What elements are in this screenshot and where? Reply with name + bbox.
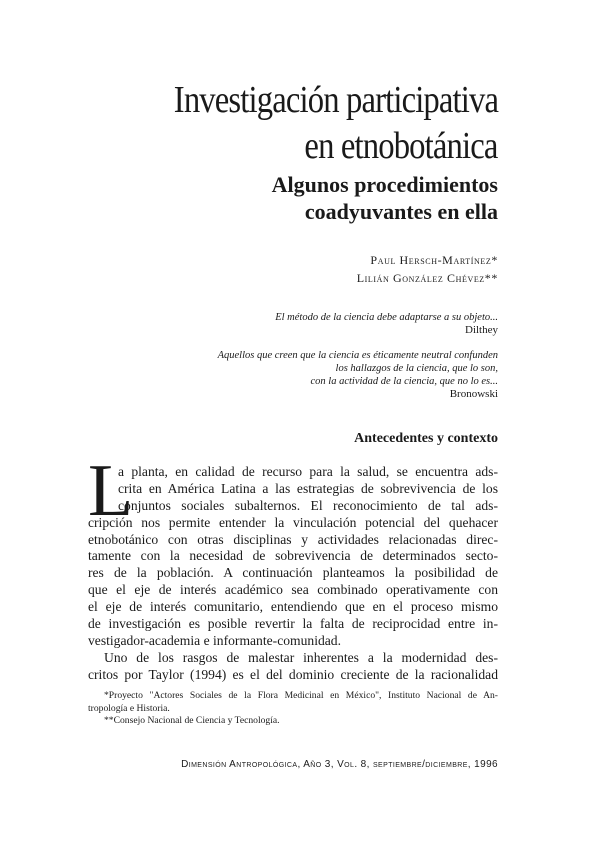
body-line: crita en América Latina a las estrategias de sobrevivencia de los xyxy=(118,480,498,496)
body-line: a planta, en calidad de recurso para la salud, se encuentra ads- xyxy=(118,464,498,479)
author-1: Paul Hersch-Martínez* xyxy=(370,253,498,267)
body-line: etnobotánico con otras disciplinas y actividades relacionadas direc- xyxy=(88,531,498,547)
footnotes xyxy=(88,690,498,728)
epigraph-1-line-1: El método de la ciencia debe adaptarse a su objeto... xyxy=(275,312,498,323)
article-subtitle-line-1: Algunos procedimientos xyxy=(271,172,498,197)
footnote-2: **Consejo Nacional de Ciencia y Tecnología. xyxy=(104,715,280,727)
article-title-line-1: Investigación participativa xyxy=(173,79,498,121)
footnote-1-line-1: *Proyecto "Actores Sociales de la Flora Medicinal en México", Instituto Nacional de An- xyxy=(104,690,498,701)
body-line: tamente con la necesidad de sobrevivencia de determinados secto- xyxy=(88,548,498,564)
body-line: el eje de interés comunitario, entendiendo que en el proceso mismo xyxy=(88,599,498,615)
body-paragraphs xyxy=(88,464,498,684)
footnote-1-line-2: tropología e Historia. xyxy=(88,702,170,714)
epigraph-2-line-3: con la actividad de la ciencia, que no lo es... xyxy=(310,376,498,387)
body-line: que el eje de interés académico sea combinado operativamente con xyxy=(88,582,498,598)
epigraph-2 xyxy=(218,349,498,401)
epigraph-2-author: Bronowski xyxy=(449,388,498,400)
running-footer: Dimensión Antropológica, Año 3, Vol. 8, septiembre/diciembre, 1996 xyxy=(181,759,498,770)
drop-cap: L xyxy=(88,450,134,532)
body-line: Uno de los rasgos de malestar inherentes a la modernidad des- xyxy=(104,649,498,665)
epigraph-2-line-1: Aquellos que creen que la ciencia es éticamente neutral confunden xyxy=(217,350,498,361)
body-line: conjuntos sociales subalternos. El reconocimiento de tal ads- xyxy=(118,497,498,513)
body-line: critos por Taylor (1994) es el del dominio creciente de la racionalidad xyxy=(88,666,498,682)
body-line: vestigador-academia e informante-comunidad. xyxy=(88,632,341,648)
author-2: Lilián González Chévez** xyxy=(356,271,498,285)
body-line: res de la población. A continuación planteamos la posibilidad de xyxy=(88,565,498,581)
epigraph-1-author: Dilthey xyxy=(465,324,498,336)
body-line: de investigación es posible revertir la falta de reciprocidad entre in- xyxy=(88,616,498,632)
epigraph-2-line-2: los hallazgos de la ciencia, que lo son, xyxy=(335,363,498,374)
body-line: cripción nos permite entender la vinculación potencial del quehacer xyxy=(88,514,498,530)
article-subtitle-line-2: coadyuvantes en ella xyxy=(304,199,498,224)
section-heading: Antecedentes y contexto xyxy=(354,431,498,446)
article-title-line-2: en etnobotánica xyxy=(304,125,498,167)
epigraph-1 xyxy=(275,311,498,337)
